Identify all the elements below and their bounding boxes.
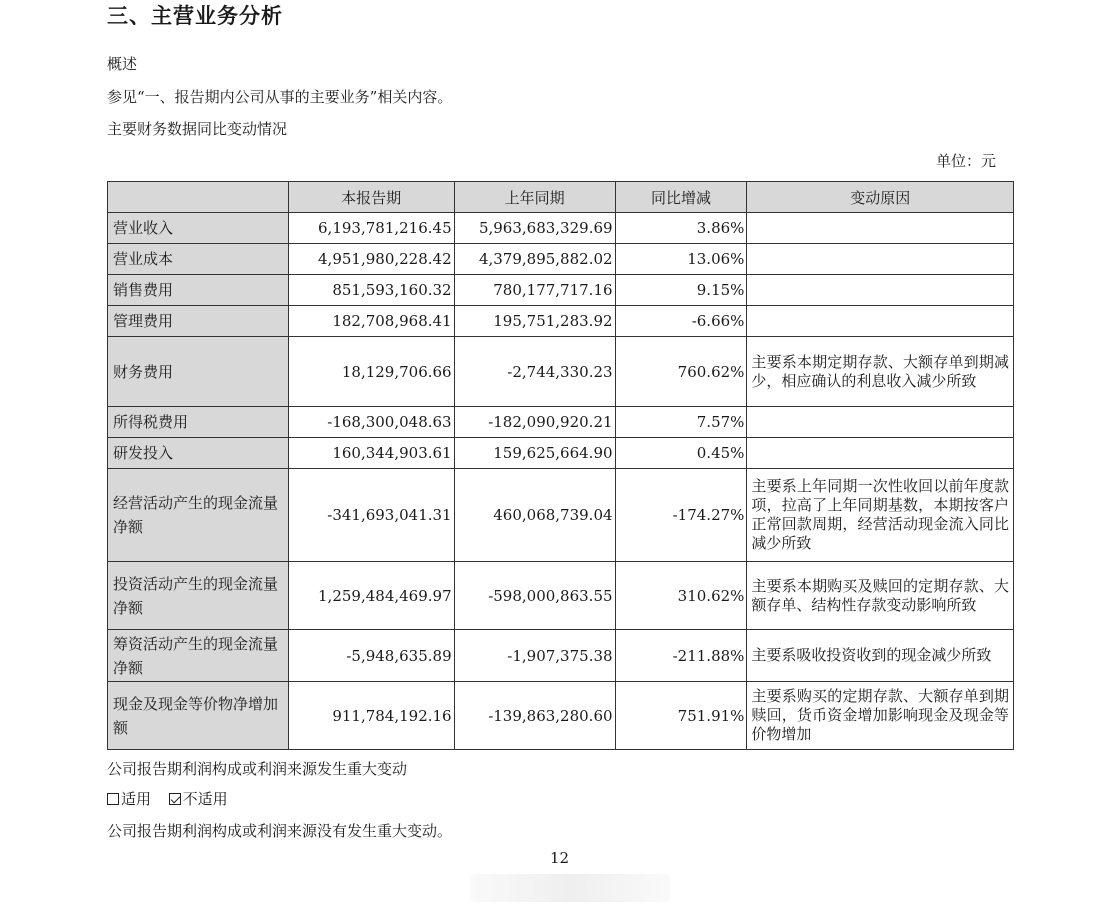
row-reason: [747, 438, 1014, 469]
row-change: 9.15%: [615, 275, 747, 306]
profit-change-text: 公司报告期利润构成或利润来源没有发生重大变动。: [107, 822, 453, 840]
row-change: 310.62%: [615, 562, 747, 630]
table-row: [108, 682, 1014, 750]
section-heading: 三、主营业务分析: [107, 4, 283, 28]
table-row: [108, 275, 1014, 306]
row-change: -6.66%: [615, 306, 747, 337]
overview-text: 参见“一、报告期内公司从事的主要业务”相关内容。: [107, 88, 453, 106]
row-item: 销售费用: [108, 275, 289, 306]
table-row: [108, 562, 1014, 630]
not-applicable-label: 不适用: [182, 790, 228, 808]
row-current: -5,948,635.89: [288, 630, 454, 682]
row-prior: -139,863,280.60: [454, 682, 615, 750]
table-caption: 主要财务数据同比变动情况: [107, 120, 288, 138]
table-row: [108, 469, 1014, 562]
profit-change-label: 公司报告期利润构成或利润来源发生重大变动: [107, 760, 408, 778]
header-current-period: 本报告期: [288, 182, 454, 213]
row-prior: 460,068,739.04: [454, 469, 615, 562]
row-reason: [747, 213, 1014, 244]
row-prior: 780,177,717.16: [454, 275, 615, 306]
row-reason: [747, 407, 1014, 438]
row-change: 751.91%: [615, 682, 747, 750]
financial-data-table: [107, 181, 1014, 750]
row-reason: 主要系本期定期存款、大额存单到期减少，相应确认的利息收入减少所致: [747, 337, 1014, 407]
row-current: 1,259,484,469.97: [288, 562, 454, 630]
table-row: [108, 213, 1014, 244]
table-row: [108, 306, 1014, 337]
table-row: [108, 407, 1014, 438]
row-item: 经营活动产生的现金流量净额: [108, 469, 289, 562]
row-item: 营业成本: [108, 244, 289, 275]
row-current: 851,593,160.32: [288, 275, 454, 306]
row-reason: 主要系吸收投资收到的现金减少所致: [747, 630, 1014, 682]
row-current: -168,300,048.63: [288, 407, 454, 438]
row-change: 760.62%: [615, 337, 747, 407]
row-prior: 159,625,664.90: [454, 438, 615, 469]
row-current: 160,344,903.61: [288, 438, 454, 469]
row-prior: 5,963,683,329.69: [454, 213, 615, 244]
table-row: [108, 337, 1014, 407]
row-item: 管理费用: [108, 306, 289, 337]
header-prior-period: 上年同期: [454, 182, 615, 213]
table-row: [108, 244, 1014, 275]
row-reason: 主要系上年同期一次性收回以前年度款项，拉高了上年同期基数，本期按客户正常回款周期，经营活动现金流入同比减少所致: [747, 469, 1014, 562]
row-reason: 主要系购买的定期存款、大额存单到期赎回，货币资金增加影响现金及现金等价物增加: [747, 682, 1014, 750]
row-reason: 主要系本期购买及赎回的定期存款、大额存单、结构性存款变动影响所致: [747, 562, 1014, 630]
row-prior: 195,751,283.92: [454, 306, 615, 337]
row-current: 6,193,781,216.45: [288, 213, 454, 244]
row-change: -174.27%: [615, 469, 747, 562]
row-change: 3.86%: [615, 213, 747, 244]
row-current: 182,708,968.41: [288, 306, 454, 337]
row-current: 4,951,980,228.42: [288, 244, 454, 275]
header-item: [108, 182, 289, 213]
row-change: -211.88%: [615, 630, 747, 682]
row-reason: [747, 306, 1014, 337]
overview-label: 概述: [107, 55, 138, 73]
row-prior: -598,000,863.55: [454, 562, 615, 630]
page-number: 12: [550, 849, 570, 867]
row-change: 7.57%: [615, 407, 747, 438]
applicable-label: 适用: [121, 790, 152, 808]
table-row: [108, 438, 1014, 469]
row-item: 现金及现金等价物净增加额: [108, 682, 289, 750]
header-yoy-change: 同比增减: [615, 182, 747, 213]
row-item: 营业收入: [108, 213, 289, 244]
row-change: 0.45%: [615, 438, 747, 469]
not-applicable-checkbox[interactable]: [169, 793, 181, 805]
row-prior: -182,090,920.21: [454, 407, 615, 438]
row-item: 筹资活动产生的现金流量净额: [108, 630, 289, 682]
row-reason: [747, 244, 1014, 275]
row-current: 911,784,192.16: [288, 682, 454, 750]
row-prior: 4,379,895,882.02: [454, 244, 615, 275]
table-row: [108, 630, 1014, 682]
applicability-options: [107, 788, 228, 809]
row-change: 13.06%: [615, 244, 747, 275]
row-current: -341,693,041.31: [288, 469, 454, 562]
unit-label: 单位：元: [935, 152, 996, 170]
row-item: 财务费用: [108, 337, 289, 407]
watermark: [470, 874, 670, 902]
row-prior: -1,907,375.38: [454, 630, 615, 682]
table-header-row: [108, 182, 1014, 213]
applicable-checkbox[interactable]: [107, 793, 119, 805]
row-item: 研发投入: [108, 438, 289, 469]
row-item: 投资活动产生的现金流量净额: [108, 562, 289, 630]
row-reason: [747, 275, 1014, 306]
header-reason: 变动原因: [747, 182, 1014, 213]
row-current: 18,129,706.66: [288, 337, 454, 407]
row-prior: -2,744,330.23: [454, 337, 615, 407]
row-item: 所得税费用: [108, 407, 289, 438]
